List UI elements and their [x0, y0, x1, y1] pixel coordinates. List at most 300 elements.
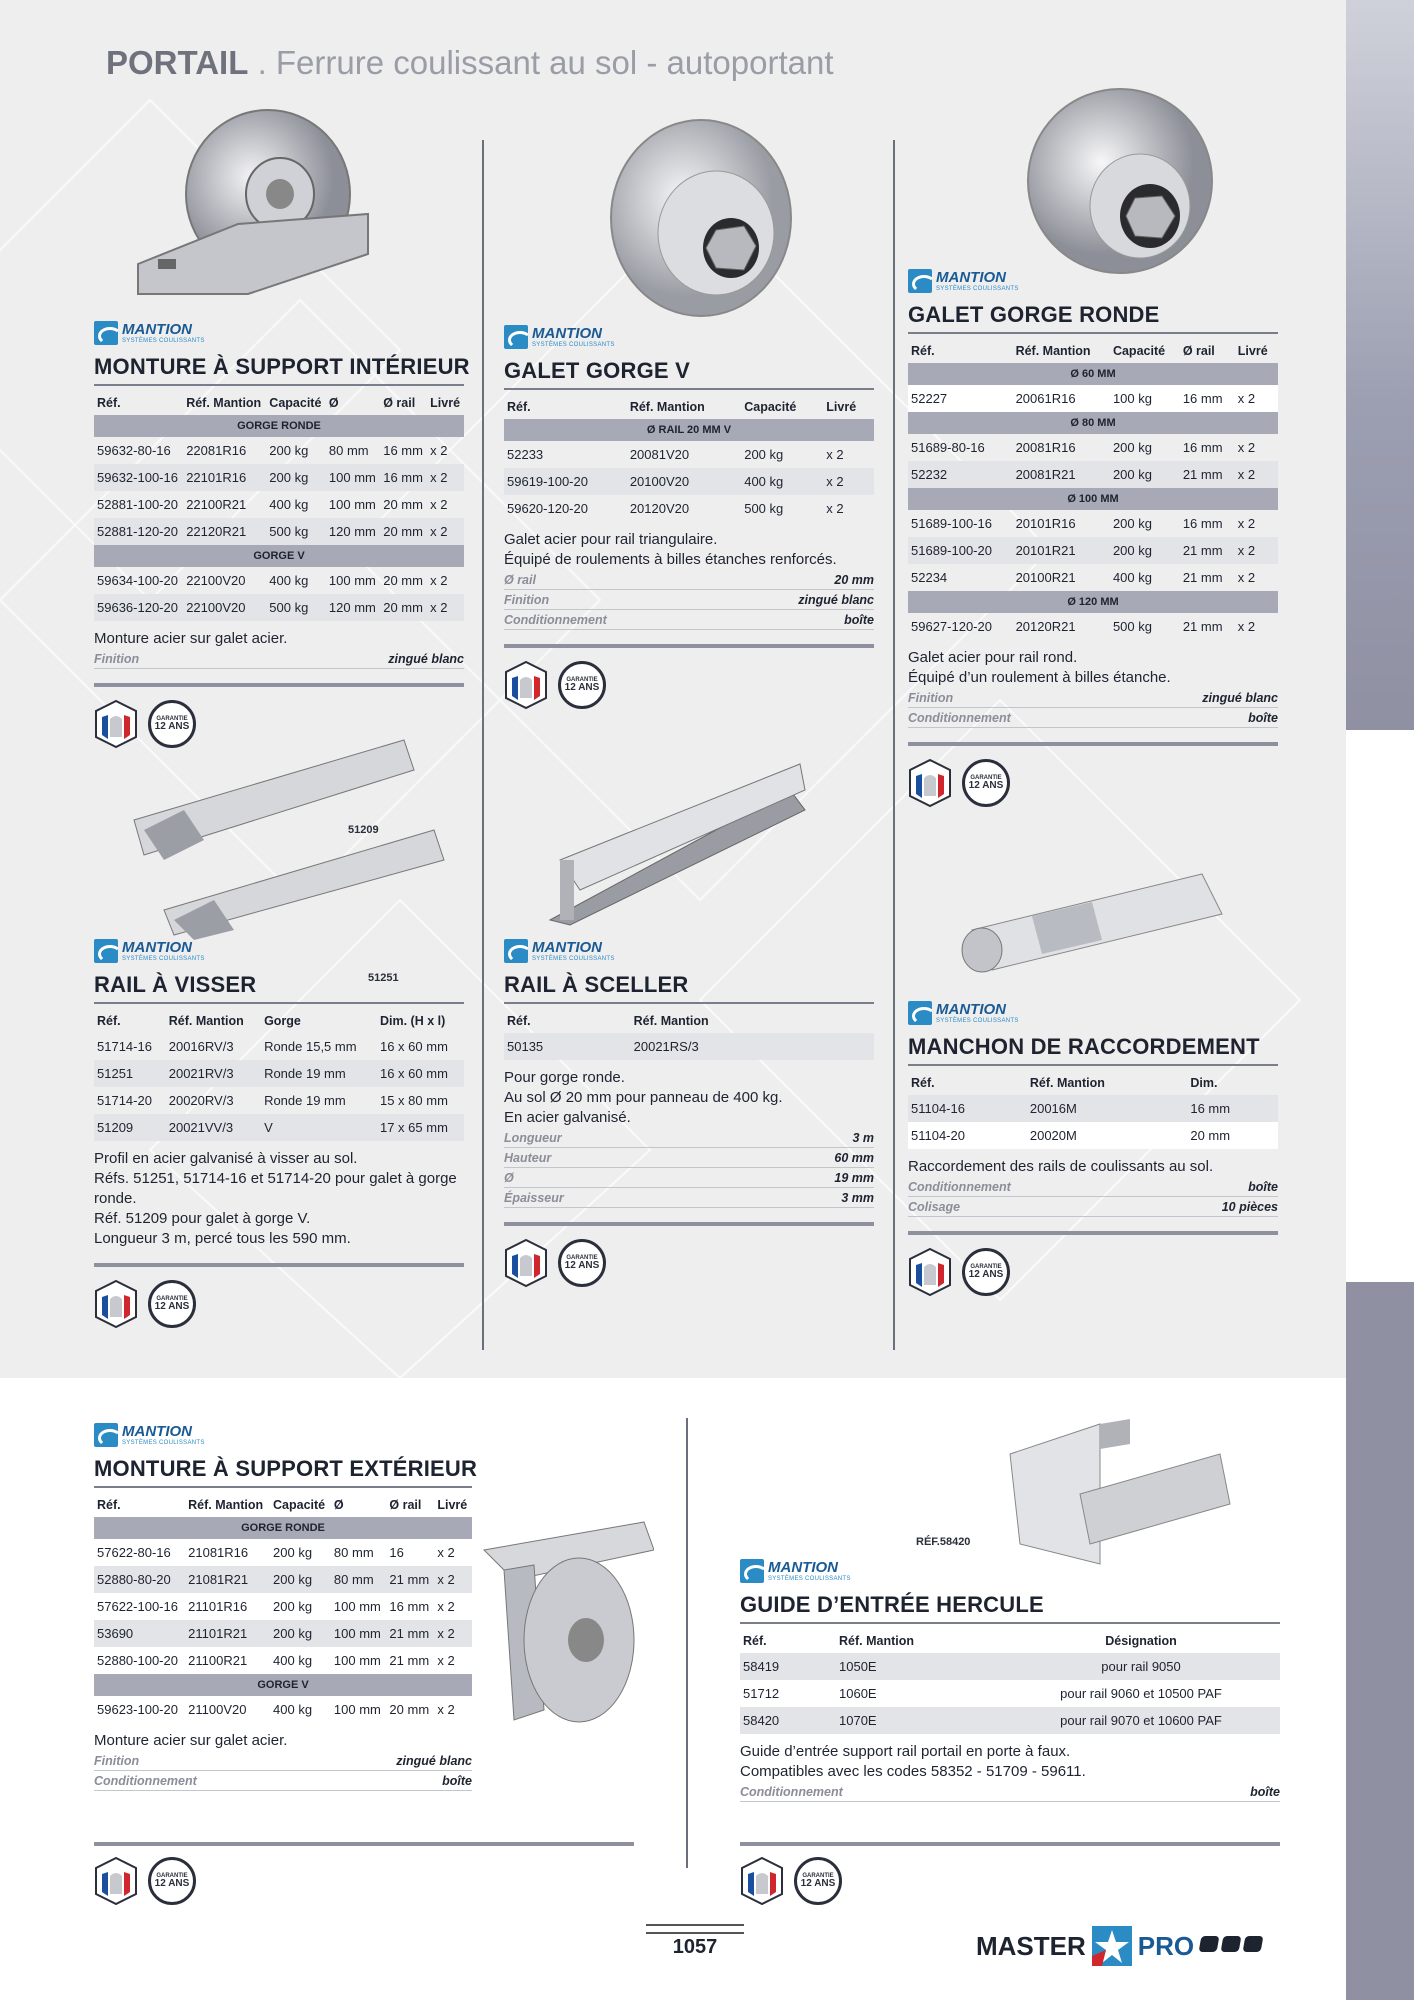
spec-value: 3 mm: [841, 1191, 874, 1205]
product-table: [94, 1492, 472, 1723]
table-cell: 400 kg: [269, 497, 309, 512]
description-line: Équipé d’un roulement à billes étanche.: [908, 669, 1171, 686]
section-subtitle: . Ferrure coulissant au sol - autoportant: [257, 44, 834, 81]
group-label: GORGE V: [94, 545, 464, 567]
table-group-row: [94, 415, 464, 437]
table-cell: 200 kg: [273, 1545, 313, 1560]
table-cell: 20081R21: [1013, 461, 1110, 488]
garantie-label: GARANTIE: [566, 1255, 598, 1261]
table-cell: x 2: [823, 468, 874, 495]
table-cell: pour rail 9070 et 10600 PAF: [1002, 1707, 1280, 1734]
table-cell: x 2: [826, 501, 844, 516]
spec-value: zingué blanc: [1202, 691, 1278, 705]
product-table: [504, 394, 874, 522]
block-shape: [1199, 1936, 1220, 1952]
brand-tagline: SYSTÈMES COULISSANTS: [122, 1440, 205, 1446]
group-label: GORGE RONDE: [94, 415, 464, 437]
table-row: [94, 1647, 472, 1674]
mantion-logo-icon: [908, 269, 932, 293]
table-cell: 58420: [740, 1707, 836, 1734]
monture-exterieur-block: [94, 1420, 478, 1791]
table-group-row: [908, 488, 1278, 510]
table-cell: 17 x 65 mm: [377, 1114, 464, 1141]
column-header: Livré: [430, 396, 461, 410]
table-cell: Ronde 19 mm: [261, 1060, 377, 1087]
table-cell: 52880-100-20: [97, 1653, 178, 1668]
table-cell: x 2: [1237, 619, 1256, 634]
table-row: [94, 464, 464, 491]
rail-visser-ref-51209: 51209: [348, 824, 379, 836]
table-cell: x 2: [427, 594, 464, 621]
table-cell: 21081R21: [185, 1566, 270, 1593]
garantie-badge: [558, 661, 606, 709]
product-title: GALET GORGE V: [504, 358, 874, 390]
section-separator: [94, 683, 464, 687]
column-header: Réf.: [97, 396, 121, 410]
spec-value: zingué blanc: [388, 652, 464, 666]
table-row: [504, 1033, 874, 1060]
table-cell: 80 mm: [333, 1545, 374, 1560]
table-cell: 21 mm: [386, 1620, 434, 1647]
table-cell: 400 kg: [741, 468, 823, 495]
table-cell: 51714-16: [97, 1039, 152, 1054]
garantie-label: GARANTIE: [802, 1873, 834, 1879]
column-header: Désignation: [1105, 1634, 1177, 1648]
column-header: Ø rail: [383, 396, 416, 410]
column-header: Dim. (H x l): [379, 1014, 446, 1028]
table-cell: 21 mm: [1182, 570, 1223, 585]
table-cell: 59632-100-16: [94, 464, 183, 491]
spec-key: Conditionnement: [504, 613, 607, 627]
table-group-row: [94, 545, 464, 567]
table-cell: x 2: [434, 1620, 472, 1647]
column-header: Réf. Mantion: [1029, 1076, 1105, 1090]
product-table: [94, 1008, 464, 1141]
table-cell: 51689-100-16: [911, 516, 992, 531]
spec-value: zingué blanc: [396, 1754, 472, 1768]
table-cell: 21 mm: [389, 1653, 430, 1668]
column-header: Réf. Mantion: [168, 1014, 244, 1028]
section-separator: [504, 1222, 874, 1226]
spec-row: [504, 1168, 874, 1188]
column-header: Réf.: [911, 1076, 935, 1090]
column-header: Réf. Mantion: [186, 396, 262, 410]
spec-value: zingué blanc: [798, 593, 874, 607]
table-row: [94, 518, 464, 545]
guide-block: [740, 1556, 1280, 1802]
product-title: RAIL À SCELLER: [504, 972, 874, 1004]
table-row: [740, 1707, 1280, 1734]
monture-interieur-block: [94, 318, 470, 749]
table-cell: 52881-100-20: [97, 497, 178, 512]
table-cell: 500 kg: [266, 594, 326, 621]
table-cell: 500 kg: [744, 501, 784, 516]
guide-img-ref: RÉF.58420: [916, 1536, 971, 1548]
table-row: [504, 468, 874, 495]
column-header: Réf.: [911, 344, 935, 358]
description-line: Profil en acier galvanisé à visser au sol.: [94, 1150, 358, 1167]
table-cell: 20101R21: [1013, 537, 1110, 564]
spec-key: Hauteur: [504, 1151, 552, 1165]
column-divider-1: [482, 140, 484, 1350]
table-cell: 200 kg: [1110, 461, 1180, 488]
table-cell: Ronde 15,5 mm: [264, 1039, 357, 1054]
badges: [94, 699, 464, 749]
table-row: [908, 613, 1278, 640]
description-line: Longueur 3 m, percé tous les 590 mm.: [94, 1230, 351, 1247]
table-cell: 20020RV/3: [168, 1093, 234, 1108]
description-line: Galet acier pour rail triangulaire.: [504, 531, 718, 548]
table-cell: 200 kg: [270, 1620, 331, 1647]
column-header: Gorge: [264, 1014, 301, 1028]
badges: [740, 1856, 842, 1906]
spec-key: Épaisseur: [504, 1191, 564, 1205]
table-cell: 20 mm: [383, 573, 423, 588]
product-table: [740, 1628, 1280, 1734]
table-header: [908, 338, 1278, 363]
garantie-badge: [962, 759, 1010, 807]
table-cell: 16 mm: [1182, 440, 1223, 455]
table-cell: pour rail 9050: [1002, 1653, 1280, 1680]
spec-key: Conditionnement: [908, 1180, 1011, 1194]
spec-value: 19 mm: [834, 1171, 874, 1185]
table-row: [94, 1114, 464, 1141]
table-cell: 22081R16: [186, 443, 247, 458]
brand-tagline: SYSTÈMES COULISSANTS: [122, 338, 205, 344]
table-cell: 52881-120-20: [94, 518, 183, 545]
table-cell: 51209: [94, 1114, 166, 1141]
spec-key: Finition: [504, 593, 550, 607]
table-cell: 20100V20: [627, 468, 741, 495]
table-cell: 51104-20: [908, 1122, 1027, 1149]
garantie-badge: [148, 1280, 196, 1328]
table-cell: 20020M: [1027, 1122, 1188, 1149]
section-separator: [908, 742, 1278, 746]
badges: [908, 1247, 1278, 1297]
table-cell: x 2: [437, 1653, 455, 1668]
table-cell: 200 kg: [744, 447, 784, 462]
spec-row: [504, 1188, 874, 1208]
mantion-logo-icon: [740, 1559, 764, 1583]
column-header: Réf.: [507, 1014, 531, 1028]
galet-gorge-ronde-image: [1020, 86, 1220, 276]
spec-row: [504, 1148, 874, 1168]
spec-row: [504, 610, 874, 630]
galet-ronde-block: [908, 266, 1278, 808]
table-cell: 16 mm: [380, 464, 427, 491]
section-separator: [504, 644, 874, 648]
fabrique-en-france-icon: [908, 758, 952, 808]
table-cell: 120 mm: [326, 594, 380, 621]
table-cell: 20 mm: [386, 1696, 434, 1723]
product-description: [504, 530, 874, 570]
group-label: Ø RAIL 20 MM V: [504, 419, 874, 441]
spec-row: [504, 570, 874, 590]
spec-row: [94, 1771, 472, 1791]
table-cell: 21 mm: [1180, 461, 1235, 488]
section-separator: [908, 1231, 1278, 1235]
table-cell: V: [261, 1114, 377, 1141]
table-cell: 120 mm: [326, 518, 380, 545]
table-cell: x 2: [430, 573, 448, 588]
spec-row: [94, 1751, 472, 1771]
table-cell: x 2: [826, 447, 844, 462]
table-header: [504, 394, 874, 419]
spec-row: [94, 649, 464, 669]
column-divider-2: [893, 140, 895, 1350]
brand-name: MANTION: [532, 325, 602, 342]
page-title: [106, 44, 834, 82]
table-cell: 20120V20: [629, 501, 690, 516]
column-header: Réf.: [97, 1498, 121, 1512]
block-shape: [1221, 1936, 1242, 1952]
table-header: [94, 1008, 464, 1033]
table-cell: 59627-120-20: [911, 619, 992, 634]
table-row: [908, 564, 1278, 591]
table-cell: 400 kg: [270, 1696, 331, 1723]
table-row: [94, 1060, 464, 1087]
brand-name: MANTION: [122, 321, 192, 338]
table-cell: 58419: [740, 1653, 836, 1680]
table-cell: 20061R16: [1013, 385, 1110, 412]
column-header: Capacité: [269, 396, 322, 410]
fabrique-en-france-icon: [94, 1279, 138, 1329]
brand-logo: [908, 998, 1278, 1028]
table-row: [94, 1696, 472, 1723]
table-cell: 21 mm: [1182, 619, 1223, 634]
table-cell: 20 mm: [380, 518, 427, 545]
group-label: GORGE RONDE: [94, 1517, 472, 1539]
table-cell: x 2: [427, 464, 464, 491]
column-header: Ø rail: [389, 1498, 422, 1512]
table-row: [94, 1566, 472, 1593]
garantie-years: 12 ANS: [154, 721, 190, 732]
table-cell: 200 kg: [266, 464, 326, 491]
garantie-label: GARANTIE: [970, 1264, 1002, 1270]
table-cell: 100 mm: [328, 573, 376, 588]
garantie-label: GARANTIE: [566, 677, 598, 683]
spec-value: boîte: [442, 1774, 472, 1788]
table-cell: 200 kg: [269, 443, 309, 458]
table-cell: x 2: [430, 497, 448, 512]
table-group-row: [908, 591, 1278, 613]
table-row: [94, 437, 464, 464]
description-line: Équipé de roulements à billes étanches renforcés.: [504, 551, 837, 568]
table-cell: 80 mm: [328, 443, 369, 458]
spec-key: Finition: [94, 652, 140, 666]
table-cell: 80 mm: [331, 1566, 387, 1593]
column-header: Capacité: [744, 400, 797, 414]
table-cell: 59619-100-20: [504, 468, 627, 495]
group-label: Ø 100 MM: [908, 488, 1278, 510]
table-cell: 21101R16: [188, 1599, 248, 1614]
rail-visser-ref-51251: 51251: [368, 972, 399, 984]
table-cell: 22100R21: [186, 497, 247, 512]
column-header: Capacité: [273, 1498, 326, 1512]
table-cell: 21081R16: [188, 1545, 249, 1560]
brand-name: MANTION: [532, 939, 602, 956]
table-cell: 50135: [504, 1033, 631, 1060]
table-row: [740, 1653, 1280, 1680]
spec-row: [908, 708, 1278, 728]
brand-logo: [740, 1556, 1280, 1586]
table-cell: 100 mm: [331, 1620, 387, 1647]
table-cell: 400 kg: [273, 1653, 313, 1668]
manchon-block: [908, 998, 1278, 1297]
table-cell: x 2: [1237, 516, 1256, 531]
table-cell: 500 kg: [1112, 619, 1152, 634]
brand-pro: PRO: [1137, 1930, 1195, 1961]
brand-logo: [94, 1420, 472, 1450]
table-cell: x 2: [1235, 537, 1278, 564]
brand-tagline: SYSTÈMES COULISSANTS: [768, 1576, 851, 1582]
table-cell: 100 mm: [326, 464, 380, 491]
garantie-years: 12 ANS: [154, 1878, 190, 1889]
manchon-image: [952, 870, 1232, 990]
garantie-years: 12 ANS: [154, 1301, 190, 1312]
table-row: [908, 1122, 1278, 1149]
table-cell: 16 x 60 mm: [379, 1039, 448, 1054]
column-header: Réf. Mantion: [839, 1634, 914, 1648]
product-description: [908, 648, 1278, 688]
table-cell: 52880-80-20: [94, 1566, 185, 1593]
table-cell: 16 mm: [383, 443, 423, 458]
table-cell: 1050E: [836, 1653, 1002, 1680]
table-cell: 100 mm: [328, 497, 376, 512]
spec-value: boîte: [844, 613, 874, 627]
group-label: Ø 80 MM: [908, 412, 1278, 434]
spec-key: Longueur: [504, 1131, 562, 1145]
product-title: MONTURE À SUPPORT INTÉRIEUR: [94, 354, 464, 386]
description-line: Pour gorge ronde.: [504, 1069, 625, 1086]
table-group-row: [94, 1674, 472, 1696]
table-cell: 200 kg: [270, 1566, 331, 1593]
table-cell: 51251: [94, 1060, 166, 1087]
badges: [94, 1279, 464, 1329]
garantie-badge: [962, 1248, 1010, 1296]
fabrique-en-france-icon: [908, 1247, 952, 1297]
spec-key: Conditionnement: [740, 1785, 843, 1799]
table-cell: 22101R16: [183, 464, 266, 491]
group-label: Ø 120 MM: [908, 591, 1278, 613]
table-cell: 59634-100-20: [97, 573, 178, 588]
table-cell: 59632-80-16: [97, 443, 171, 458]
table-cell: 21101R21: [185, 1620, 270, 1647]
group-label: Ø 60 MM: [908, 363, 1278, 385]
table-header: [504, 1008, 874, 1033]
product-table: [504, 1008, 874, 1060]
brand-name: MANTION: [768, 1559, 838, 1576]
table-cell: 1070E: [836, 1707, 1002, 1734]
table-cell: 100 mm: [333, 1599, 381, 1614]
brand-tagline: SYSTÈMES COULISSANTS: [122, 956, 205, 962]
table-row: [94, 491, 464, 518]
brand-name: MANTION: [936, 269, 1006, 286]
table-row: [908, 385, 1278, 412]
garantie-badge: [558, 1239, 606, 1287]
description-line: Réfs. 51251, 51714-16 et 51714-20 pour galet à gorge ronde.: [94, 1170, 457, 1207]
table-row: [94, 1087, 464, 1114]
spec-key: Conditionnement: [908, 711, 1011, 725]
table-cell: 16 mm: [389, 1599, 430, 1614]
garantie-label: GARANTIE: [156, 1296, 188, 1302]
fabrique-en-france-icon: [94, 699, 138, 749]
description-line: Réf. 51209 pour galet à gorge V.: [94, 1210, 311, 1227]
table-cell: x 2: [434, 1566, 472, 1593]
table-cell: 20081R16: [1015, 440, 1076, 455]
spec-value: boîte: [1250, 1785, 1280, 1799]
mantion-logo-icon: [94, 939, 118, 963]
fabrique-en-france-icon: [94, 1856, 138, 1906]
table-row: [94, 594, 464, 621]
table-row: [908, 537, 1278, 564]
table-cell: 51714-20: [97, 1093, 152, 1108]
column-divider-3: [686, 1418, 688, 1868]
table-cell: x 2: [437, 1545, 455, 1560]
table-cell: 51104-16: [908, 1095, 1027, 1122]
table-cell: 52233: [507, 447, 544, 462]
product-title: RAIL À VISSER: [94, 972, 464, 1004]
description-line: Au sol Ø 20 mm pour panneau de 400 kg.: [504, 1089, 783, 1106]
table-group-row: [94, 1517, 472, 1539]
brand-logo: [504, 936, 874, 966]
table-row: [504, 495, 874, 522]
badges: [908, 758, 1278, 808]
table-row: [94, 1593, 472, 1620]
table-cell: 20 mm: [383, 497, 423, 512]
table-cell: x 2: [437, 1599, 455, 1614]
product-table: [908, 338, 1278, 640]
masterpro-star-icon: [1092, 1926, 1132, 1966]
table-cell: 21100R21: [188, 1653, 248, 1668]
mantion-logo-icon: [94, 1423, 118, 1447]
table-cell: 100 kg: [1110, 385, 1180, 412]
brand-tagline: SYSTÈMES COULISSANTS: [936, 1018, 1019, 1024]
decorative-blocks: [1200, 1936, 1262, 1952]
brand-name: MANTION: [122, 939, 192, 956]
table-row: [94, 1620, 472, 1647]
spec-value: boîte: [1248, 711, 1278, 725]
mantion-logo-icon: [504, 939, 528, 963]
block-shape: [1243, 1936, 1264, 1952]
table-cell: 200 kg: [1112, 440, 1152, 455]
table-cell: 16 mm: [1180, 385, 1235, 412]
table-cell: 20021RS/3: [631, 1033, 874, 1060]
garantie-label: GARANTIE: [970, 775, 1002, 781]
section-separator: [740, 1842, 1280, 1846]
table-cell: 53690: [94, 1620, 185, 1647]
spec-row: [908, 1177, 1278, 1197]
masterpro-logo: [976, 1926, 1194, 1966]
spec-value: 3 m: [852, 1131, 874, 1145]
sidebar-gradient: [1346, 0, 1414, 730]
column-header: Dim.: [1190, 1076, 1218, 1090]
table-cell: 400 kg: [1112, 570, 1152, 585]
column-header: Ø rail: [1182, 344, 1215, 358]
table-cell: 22100V20: [186, 573, 246, 588]
brand-logo: [94, 318, 464, 348]
brand-logo: [908, 266, 1278, 296]
badges: [504, 1238, 874, 1288]
column-header: Réf.: [743, 1634, 767, 1648]
description-line: Guide d’entrée support rail portail en porte à faux.: [740, 1743, 1071, 1760]
table-row: [908, 434, 1278, 461]
garantie-years: 12 ANS: [564, 682, 600, 693]
garantie-label: GARANTIE: [156, 716, 188, 722]
table-row: [94, 1033, 464, 1060]
page-number: 1057: [672, 1936, 718, 1958]
table-cell: 57622-100-16: [97, 1599, 178, 1614]
